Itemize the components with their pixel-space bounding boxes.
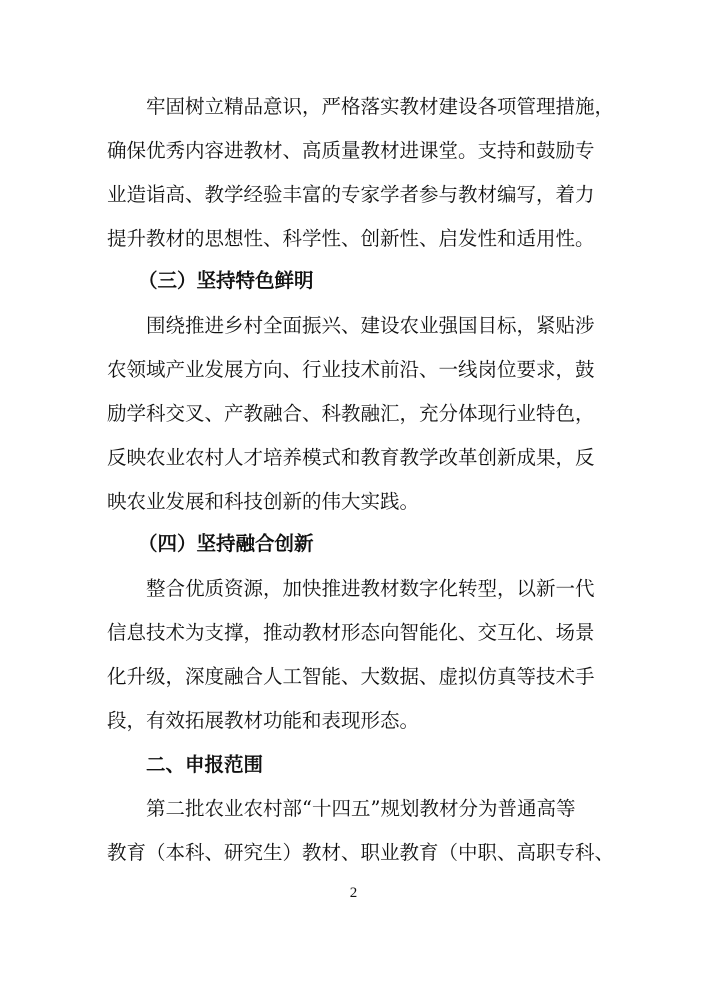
page-number: 2: [349, 885, 358, 901]
paragraph-2-line-2: 农领域产业发展方向、行业技术前沿、一线岗位要求，鼓: [107, 358, 595, 381]
heading-4: （四）坚持融合创新: [138, 532, 314, 555]
paragraph-3-line-1: 整合优质资源，加快推进教材数字化转型，以新一代: [146, 577, 595, 600]
paragraph-2-line-3: 励学科交叉、产教融合、科教融汇，充分体现行业特色，: [107, 402, 595, 425]
paragraph-4-line-1: 第二批农业农村部“十四五”规划教材分为普通高等: [146, 797, 576, 820]
paragraph-3-line-2: 信息技术为支撑，推动教材形态向智能化、交互化、场景: [107, 621, 595, 644]
paragraph-1-line-2: 确保优秀内容进教材、高质量教材进课堂。支持和鼓励专: [107, 139, 595, 162]
paragraph-1-line-3: 业造诣高、教学经验丰富的专家学者参与教材编写，着力: [107, 183, 595, 206]
paragraph-3-line-4: 段，有效拓展教材功能和表现形态。: [107, 709, 420, 732]
paragraph-1-line-4: 提升教材的思想性、科学性、创新性、启发性和适用性。: [107, 227, 595, 250]
paragraph-3-line-3: 化升级，深度融合人工智能、大数据、虚拟仿真等技术手: [107, 665, 595, 688]
paragraph-2-line-5: 映农业发展和科技创新的伟大实践。: [107, 490, 420, 513]
paragraph-2-line-1: 围绕推进乡村全面振兴、建设农业强国目标，紧贴涉: [146, 314, 595, 337]
paragraph-1-line-1: 牢固树立精品意识，严格落实教材建设各项管理措施，: [146, 95, 615, 118]
paragraph-4-line-2: 教育（本科、研究生）教材、职业教育（中职、高职专科、: [107, 841, 615, 864]
section-2-title: 二、申报范围: [146, 753, 264, 776]
heading-3: （三）坚持特色鲜明: [138, 269, 314, 292]
paragraph-2-line-4: 反映农业农村人才培养模式和教育教学改革创新成果，反: [107, 446, 595, 469]
